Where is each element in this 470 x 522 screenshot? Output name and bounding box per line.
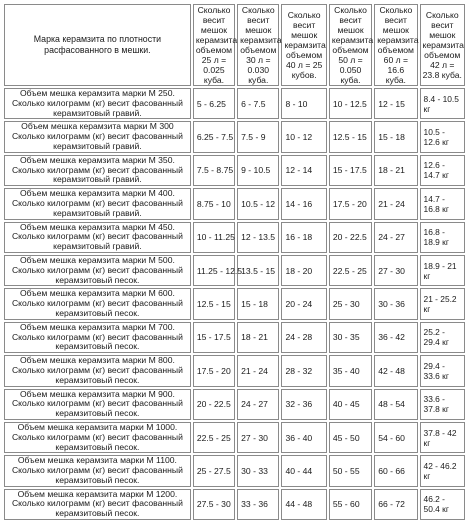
weight-value-cell: 12.5 - 15 bbox=[329, 121, 372, 152]
table-row bbox=[4, 322, 465, 353]
table-row bbox=[4, 455, 465, 486]
row-description-cell: Объем мешка керамзита марки М 250. Сколько килограмм (кг) весит фасованный керамзитовый гравий. bbox=[4, 88, 191, 119]
weight-value-cell: 15 - 18 bbox=[237, 288, 279, 319]
weight-value-cell: 35 - 40 bbox=[329, 355, 372, 386]
row-description-cell: Объем мешка керамзита марки М 600. Сколько килограмм (кг) весит фасованный керамзитовый песок. bbox=[4, 288, 191, 319]
weight-value-cell: 21 - 24 bbox=[237, 355, 279, 386]
weight-value-cell: 17.5 - 20 bbox=[329, 188, 372, 219]
weight-value-cell: 40 - 44 bbox=[281, 455, 326, 486]
expanded-clay-bag-weight-table bbox=[2, 2, 467, 522]
weight-value-cell: 15 - 17.5 bbox=[193, 322, 235, 353]
weight-value-cell: 50 - 55 bbox=[329, 455, 372, 486]
weight-value-cell: 13.5 - 15 bbox=[237, 255, 279, 286]
row-description-cell: Объем мешка керамзита марки М 700. Сколько килограмм (кг) весит фасованный керамзитовый песок. bbox=[4, 322, 191, 353]
table-row bbox=[4, 88, 465, 119]
table-row bbox=[4, 489, 465, 520]
weight-value-cell: 36 - 40 bbox=[281, 422, 326, 453]
weight-value-cell: 12 - 14 bbox=[281, 155, 326, 186]
weight-value-cell: 30 - 35 bbox=[329, 322, 372, 353]
weight-value-cell: 37.8 - 42 кг bbox=[420, 422, 465, 453]
table-row bbox=[4, 288, 465, 319]
row-description-cell: Объем мешка керамзита марки М 350. Сколько килограмм (кг) весит фасованный керамзитовый гравий. bbox=[4, 155, 191, 186]
row-description-cell: Объем мешка керамзита марки М 400. Сколько килограмм (кг) весит фасованный керамзитовый гравий. bbox=[4, 188, 191, 219]
weight-value-cell: 10 - 12 bbox=[281, 121, 326, 152]
weight-value-cell: 12 - 13.5 bbox=[237, 222, 279, 253]
weight-value-cell: 10 - 12.5 bbox=[329, 88, 372, 119]
weight-value-cell: 66 - 72 bbox=[374, 489, 417, 520]
header-cell-grade: Марка керамзита по плотности расфасованного в мешки. bbox=[4, 4, 191, 86]
weight-value-cell: 22.5 - 25 bbox=[193, 422, 235, 453]
weight-value-cell: 27.5 - 30 bbox=[193, 489, 235, 520]
weight-value-cell: 48 - 54 bbox=[374, 389, 417, 420]
table-row bbox=[4, 255, 465, 286]
weight-value-cell: 33 - 36 bbox=[237, 489, 279, 520]
weight-value-cell: 22.5 - 25 bbox=[329, 255, 372, 286]
weight-value-cell: 6 - 7.5 bbox=[237, 88, 279, 119]
weight-value-cell: 42 - 46.2 кг bbox=[420, 455, 465, 486]
weight-value-cell: 21 - 25.2 кг bbox=[420, 288, 465, 319]
weight-value-cell: 45 - 50 bbox=[329, 422, 372, 453]
weight-value-cell: 20 - 24 bbox=[281, 288, 326, 319]
row-description-cell: Объем мешка керамзита марки М 1200. Сколько килограмм (кг) весит фасованный керамзитовый песок. bbox=[4, 489, 191, 520]
weight-value-cell: 7.5 - 8.75 bbox=[193, 155, 235, 186]
weight-value-cell: 27 - 30 bbox=[374, 255, 417, 286]
weight-value-cell: 12 - 15 bbox=[374, 88, 417, 119]
weight-value-cell: 6.25 - 7.5 bbox=[193, 121, 235, 152]
weight-value-cell: 10 - 11.25 bbox=[193, 222, 235, 253]
row-description-cell: Объем мешка керамзита марки М 1100. Сколько килограмм (кг) весит фасованный керамзитовый песок. bbox=[4, 455, 191, 486]
weight-value-cell: 28 - 32 bbox=[281, 355, 326, 386]
weight-value-cell: 24 - 28 bbox=[281, 322, 326, 353]
row-description-cell: Объем мешка керамзита марки М 500. Сколько килограмм (кг) весит фасованный керамзитовый песок. bbox=[4, 255, 191, 286]
header-cell-30l: Сколько весит мешок керамзита объемом 30 л = 0.030 куба. bbox=[237, 4, 279, 86]
weight-value-cell: 14 - 16 bbox=[281, 188, 326, 219]
weight-value-cell: 14.7 - 16.8 кг bbox=[420, 188, 465, 219]
weight-value-cell: 16.8 - 18.9 кг bbox=[420, 222, 465, 253]
weight-value-cell: 11.25 - 12.5 bbox=[193, 255, 235, 286]
weight-value-cell: 25 - 27.5 bbox=[193, 455, 235, 486]
weight-value-cell: 27 - 30 bbox=[237, 422, 279, 453]
header-cell-25l: Сколько весит мешок керамзита объемом 25 л = 0.025 куба. bbox=[193, 4, 235, 86]
weight-value-cell: 32 - 36 bbox=[281, 389, 326, 420]
weight-value-cell: 15 - 17.5 bbox=[329, 155, 372, 186]
table-row bbox=[4, 222, 465, 253]
weight-value-cell: 17.5 - 20 bbox=[193, 355, 235, 386]
weight-value-cell: 42 - 48 bbox=[374, 355, 417, 386]
weight-value-cell: 12.6 - 14.7 кг bbox=[420, 155, 465, 186]
weight-value-cell: 30 - 36 bbox=[374, 288, 417, 319]
table-row bbox=[4, 422, 465, 453]
weight-value-cell: 55 - 60 bbox=[329, 489, 372, 520]
weight-value-cell: 20 - 22.5 bbox=[193, 389, 235, 420]
weight-value-cell: 25 - 30 bbox=[329, 288, 372, 319]
header-cell-60l: Сколько весит мешок керамзита объемом 60 л = 16.6 куба. bbox=[374, 4, 417, 86]
weight-value-cell: 15 - 18 bbox=[374, 121, 417, 152]
table-row bbox=[4, 355, 465, 386]
weight-value-cell: 10.5 - 12 bbox=[237, 188, 279, 219]
row-description-cell: Объем мешка керамзита марки М 1000. Сколько килограмм (кг) весит фасованный керамзитовый песок. bbox=[4, 422, 191, 453]
row-description-cell: Объем мешка керамзита марки М 900. Сколько килограмм (кг) весит фасованный керамзитовый песок. bbox=[4, 389, 191, 420]
table-container bbox=[2, 2, 467, 519]
weight-value-cell: 12.5 - 15 bbox=[193, 288, 235, 319]
weight-value-cell: 18 - 20 bbox=[281, 255, 326, 286]
weight-value-cell: 25.2 - 29.4 кг bbox=[420, 322, 465, 353]
row-description-cell: Объем мешка керамзита марки М 800. Сколько килограмм (кг) весит фасованный керамзитовый песок. bbox=[4, 355, 191, 386]
weight-value-cell: 44 - 48 bbox=[281, 489, 326, 520]
weight-value-cell: 18 - 21 bbox=[237, 322, 279, 353]
weight-value-cell: 9 - 10.5 bbox=[237, 155, 279, 186]
weight-value-cell: 8.75 - 10 bbox=[193, 188, 235, 219]
table-body bbox=[4, 88, 465, 520]
weight-value-cell: 30 - 33 bbox=[237, 455, 279, 486]
header-cell-40l: Сколько весит мешок керамзита объемом 40 л = 25 кубов. bbox=[281, 4, 326, 86]
header-cell-42l: Сколько весит мешок керамзита объемом 42 л = 23.8 куба. bbox=[420, 4, 465, 86]
table-row bbox=[4, 188, 465, 219]
weight-value-cell: 36 - 42 bbox=[374, 322, 417, 353]
weight-value-cell: 29.4 - 33.6 кг bbox=[420, 355, 465, 386]
weight-value-cell: 18 - 21 bbox=[374, 155, 417, 186]
weight-value-cell: 7.5 - 9 bbox=[237, 121, 279, 152]
table-row bbox=[4, 155, 465, 186]
row-description-cell: Объем мешка керамзита марки М 450. Сколько килограмм (кг) весит фасованный керамзитовый гравий. bbox=[4, 222, 191, 253]
weight-value-cell: 46.2 - 50.4 кг bbox=[420, 489, 465, 520]
table-row bbox=[4, 121, 465, 152]
weight-value-cell: 20 - 22.5 bbox=[329, 222, 372, 253]
weight-value-cell: 18.9 - 21 кг bbox=[420, 255, 465, 286]
weight-value-cell: 24 - 27 bbox=[237, 389, 279, 420]
table-row bbox=[4, 389, 465, 420]
weight-value-cell: 10.5 - 12.6 кг bbox=[420, 121, 465, 152]
weight-value-cell: 54 - 60 bbox=[374, 422, 417, 453]
header-row bbox=[4, 4, 465, 86]
header-cell-50l: Сколько весит мешок керамзита объемом 50 л = 0.050 куба. bbox=[329, 4, 372, 86]
weight-value-cell: 16 - 18 bbox=[281, 222, 326, 253]
weight-value-cell: 8.4 - 10.5 кг bbox=[420, 88, 465, 119]
weight-value-cell: 24 - 27 bbox=[374, 222, 417, 253]
row-description-cell: Объем мешка керамзита марки М 300 Сколько килограмм (кг) весит фасованный керамзитовый гравий. bbox=[4, 121, 191, 152]
weight-value-cell: 40 - 45 bbox=[329, 389, 372, 420]
weight-value-cell: 5 - 6.25 bbox=[193, 88, 235, 119]
weight-value-cell: 21 - 24 bbox=[374, 188, 417, 219]
weight-value-cell: 8 - 10 bbox=[281, 88, 326, 119]
weight-value-cell: 33.6 - 37.8 кг bbox=[420, 389, 465, 420]
weight-value-cell: 60 - 66 bbox=[374, 455, 417, 486]
